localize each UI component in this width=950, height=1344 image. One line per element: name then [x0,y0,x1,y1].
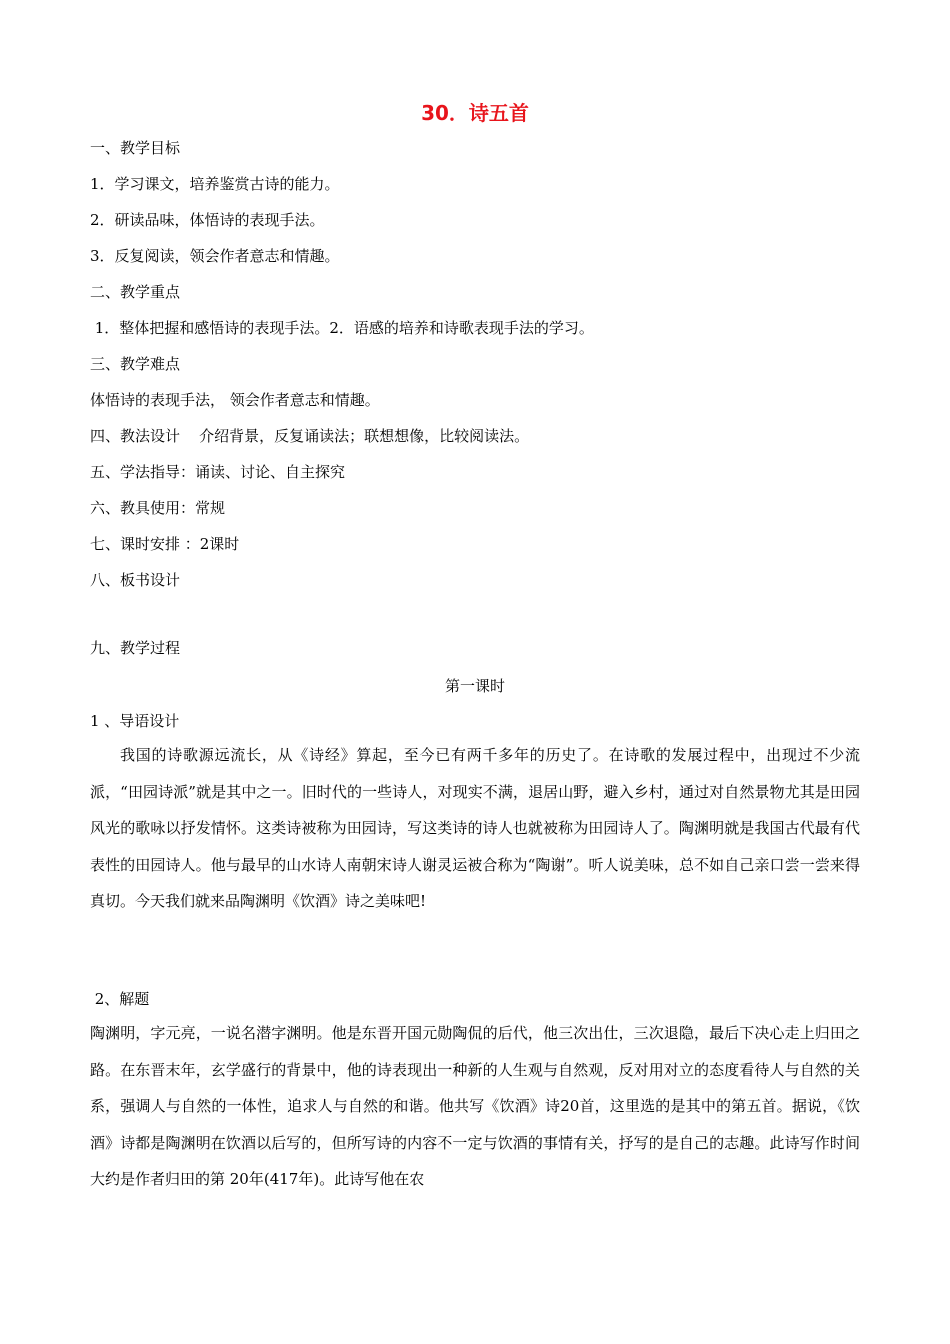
section-1-paragraph: 我国的诗歌源远流长，从《诗经》算起，至今已有两千多年的历史了。在诗歌的发展过程中，出现过不少流派，“田园诗派”就是其中之一。旧时代的一些诗人，对现实不满，退居山野，避入乡村，通过对自然景物尤其是田园风光的歌咏以抒发情怀。这类诗被称为田园诗，写这类诗的诗人也就被称为田园诗人了。陶渊明就是我国古代最有代表性的田园诗人。他与最早的山水诗人南朝宋诗人谢灵运被合称为“陶谢”。听人说美味，总不如自己亲口尝一尝来得真切。今天我们就来品陶渊明《饮酒》诗之美味吧! [90,746,860,910]
class-schedule: 七、课时安排 ：2课时 [90,535,240,553]
goal-item-3: 3．反复阅读，领会作者意志和情趣。 [90,247,340,265]
teaching-aids: 六、教具使用：常规 [90,499,226,517]
difficulty-text: 体悟诗的表现手法， 领会作者意志和情趣。 [90,391,380,409]
document-title: 30．诗五首 [421,101,529,125]
heading-teaching-goals: 一、教学目标 [90,139,181,157]
goal-item-1: 1．学习课文，培养鉴赏古诗的能力。 [90,175,340,193]
heading-board-design: 八、板书设计 [90,571,181,589]
section-2-paragraph: 陶渊明，字元亮，一说名潜字渊明。他是东晋开国元勋陶侃的后代，他三次出仕，三次退隐，最后下决心走上归田之路。在东晋末年，玄学盛行的背景中，他的诗表现出一种新的人生观与自然观，反对用对立的态度看待人与自然的关系，强调人与自然的一体性，追求人与自然的和谐。他共写《饮酒》诗20首，这里选的是其中的第五首。据说，《饮酒》诗都是陶渊明在饮酒以后写的，但所写诗的内容不一定与饮酒的事情有关，抒写的是自己的志趣。此诗写作时间大约是作者归田的第 20年(417年)。此诗写他在农 [90,1024,860,1188]
method-design: 四、教法设计 介绍背景，反复诵读法；联想想像，比较阅读法。 [90,427,530,445]
heading-teaching-difficulty: 三、教学难点 [90,355,181,373]
section-2-heading: 2、解题 [90,990,150,1008]
section-1-heading: 1 、导语设计 [90,712,180,730]
heading-teaching-focus: 二、教学重点 [90,283,181,301]
goal-item-2: 2．研读品味，体悟诗的表现手法。 [90,211,325,229]
lesson-heading: 第一课时 [444,677,505,695]
heading-teaching-process: 九、教学过程 [90,639,181,657]
study-guidance: 五、学法指导：诵读、讨论、自主探究 [90,463,346,481]
focus-items: 1．整体把握和感悟诗的表现手法。2．语感的培养和诗歌表现手法的学习。 [90,319,594,337]
